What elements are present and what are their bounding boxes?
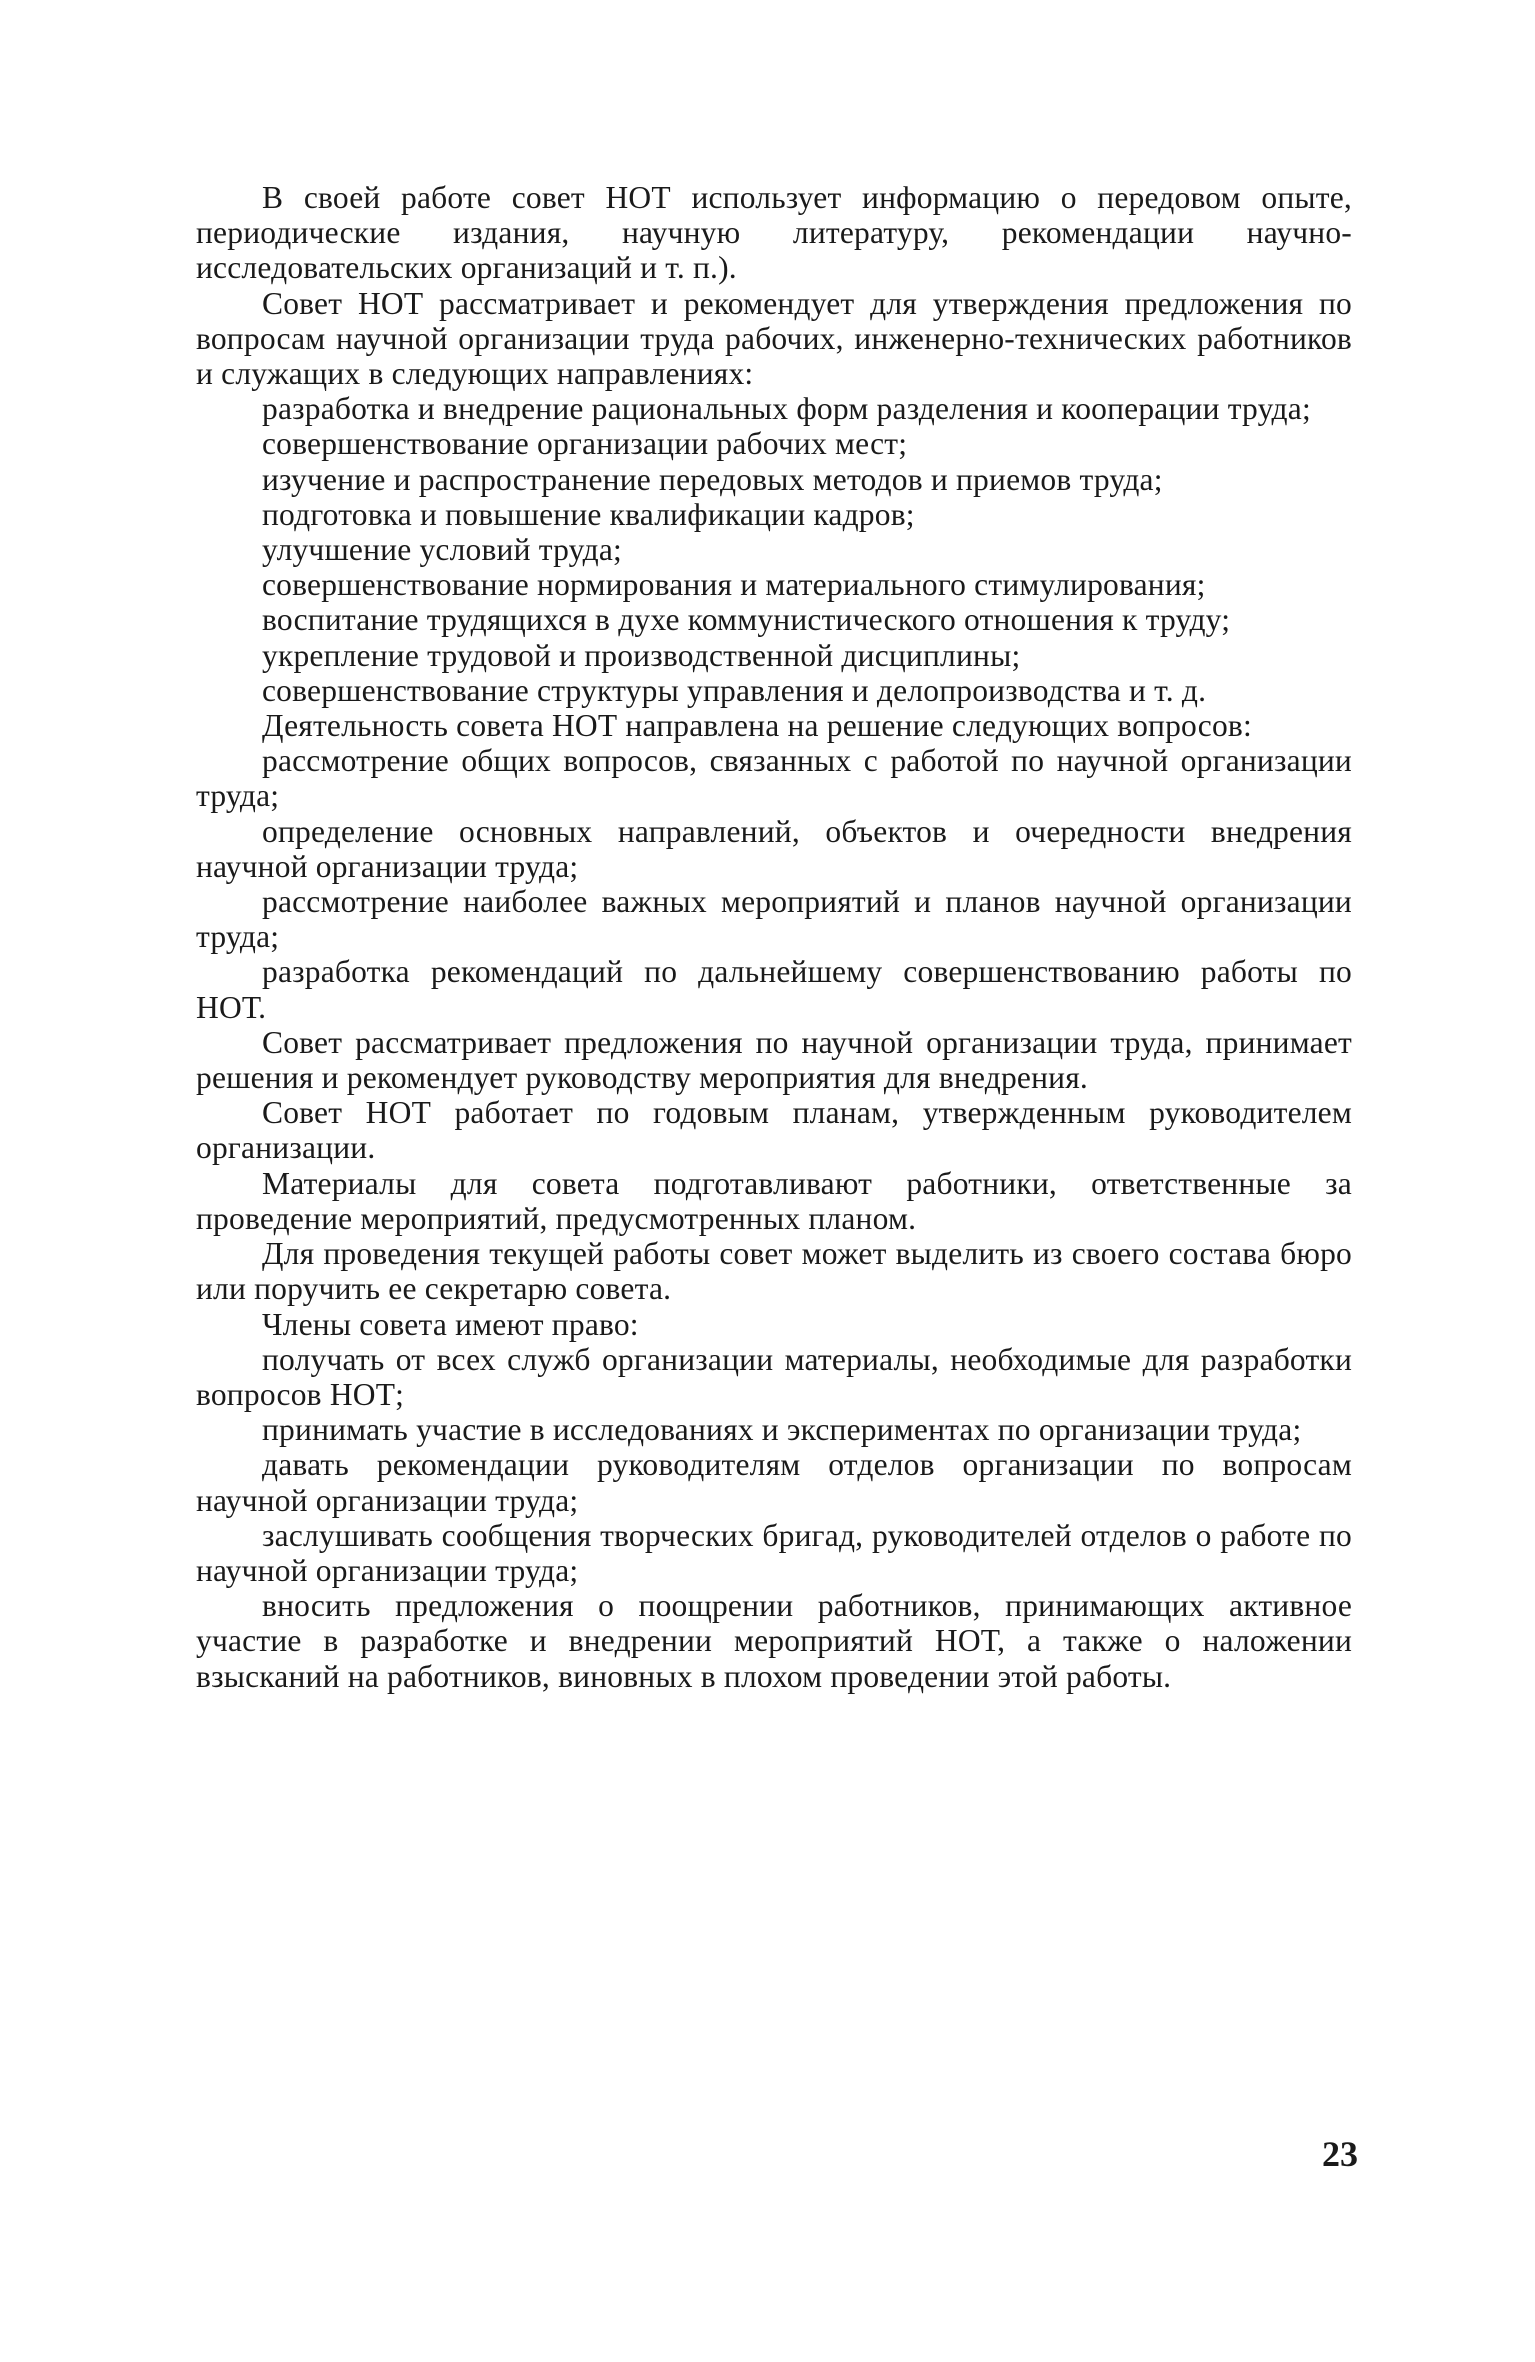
paragraph: совершенствование нормирования и материального стимулирования; — [262, 567, 1206, 603]
paragraph: Материалы для совета подготавливают работники, ответственные за проведение мероприятий, предусмотренных планом. — [196, 1165, 1352, 1236]
paragraph: воспитание трудящихся в духе коммунистического отношения к труду; — [262, 602, 1231, 638]
paragraph: давать рекомендации руководителям отделов организации по вопросам научной организации труда; — [196, 1447, 1352, 1518]
paragraph: заслушивать сообщения творческих бригад, руководителей отделов о работе по научной организации труда; — [196, 1517, 1352, 1588]
paragraph: улучшение условий труда; — [262, 532, 622, 568]
paragraph: Совет НОТ рассматривает и рекомендует для утверждения предложения по вопросам научной организации труда рабочих, инженерно-технических работников и служащих в следующих направлениях: — [196, 285, 1352, 392]
paragraph: Члены совета имеют право: — [262, 1306, 639, 1342]
paragraph: принимать участие в исследованиях и экспериментах по организации труда; — [262, 1412, 1302, 1448]
paragraph: рассмотрение общих вопросов, связанных с работой по научной организации труда; — [196, 743, 1352, 814]
paragraph: Для проведения текущей работы совет может выделить из своего состава бюро или поручить ее секретарю совета. — [196, 1236, 1352, 1307]
paragraph: Деятельность совета НОТ направлена на решение следующих вопросов: — [262, 708, 1252, 744]
paragraph: совершенствование организации рабочих мест; — [262, 426, 908, 462]
paragraph: разработка и внедрение рациональных форм разделения и кооперации труда; — [262, 391, 1311, 427]
paragraph: укрепление трудовой и производственной дисциплины; — [262, 637, 1021, 673]
paragraph: Совет рассматривает предложения по научной организации труда, принимает решения и рекомендует руководству мероприятия для внедрения. — [196, 1024, 1352, 1096]
paragraph: подготовка и повышение квалификации кадров; — [262, 496, 915, 532]
paragraph: рассмотрение наиболее важных мероприятий и планов научной организации труда; — [196, 884, 1352, 955]
page-text — [196, 180, 1352, 1694]
paragraph: изучение и распространение передовых методов и приемов труда; — [262, 461, 1163, 497]
page-number: 23 — [1322, 2134, 1358, 2174]
paragraph: разработка рекомендаций по дальнейшему совершенствованию работы по НОТ. — [196, 954, 1352, 1025]
paragraph: получать от всех служб организации материалы, необходимые для разработки вопросов НОТ; — [196, 1341, 1352, 1412]
paragraph: совершенствование структуры управления и делопроизводства и т. д. — [262, 672, 1207, 708]
paragraph: определение основных направлений, объектов и очередности внедрения научной организации труда; — [196, 813, 1352, 884]
paragraph: В своей работе совет НОТ использует информацию о передовом опыте, периодические издания, научную литературу, рекомендации научно-исследовательских организаций и т. п.). — [196, 180, 1352, 286]
paragraph: вносить предложения о поощрении работников, принимающих активное участие в разработке и внедрении мероприятий НОТ, а также о наложении взысканий на работников, виновных в плохом проведении этой работы. — [196, 1588, 1352, 1694]
paragraph: Совет НОТ работает по годовым планам, утвержденным руководителем организации. — [196, 1095, 1352, 1166]
